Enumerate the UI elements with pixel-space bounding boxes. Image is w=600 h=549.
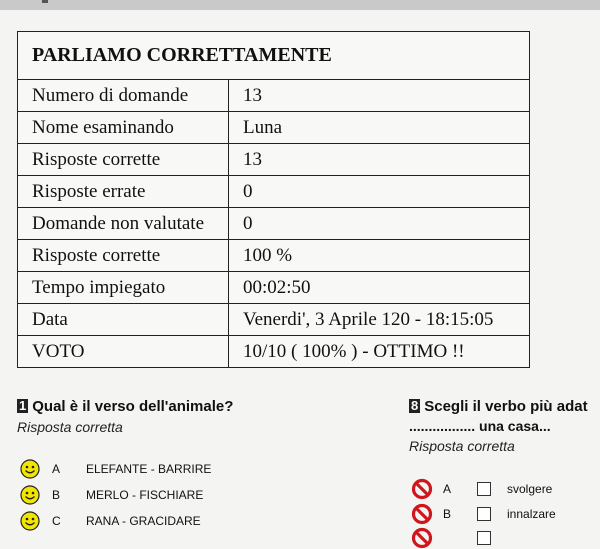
answer-letter: A: [52, 462, 61, 476]
answer-text: innalzare: [507, 507, 556, 521]
row-value: Venerdi', 3 Aprile 120 - 18:15:05: [229, 304, 530, 336]
row-label: Risposte corrette: [18, 240, 229, 272]
row-value: 13: [229, 80, 530, 112]
answer-checkbox[interactable]: [477, 507, 491, 521]
row-label: Domande non valutate: [18, 208, 229, 240]
results-row: [18, 304, 530, 336]
answer-text: RANA - GRACIDARE: [86, 514, 201, 528]
row-value: 100 %: [229, 240, 530, 272]
question-8-title-line: [409, 398, 600, 415]
results-row: [18, 208, 530, 240]
row-label: Risposte corrette: [18, 144, 229, 176]
answer-letter: B: [443, 507, 452, 521]
row-label: Data: [18, 304, 229, 336]
results-row: [18, 80, 530, 112]
question-1-title-line: [17, 398, 317, 415]
question-prompt: ................. una casa...: [409, 418, 551, 434]
question-title: Qual è il verso dell'animale?: [32, 398, 234, 415]
answer-status: Risposta corretta: [17, 419, 123, 435]
answer-text: ELEFANTE - BARRIRE: [86, 462, 212, 476]
answer-status: Risposta corretta: [409, 438, 515, 454]
answer-text: MERLO - FISCHIARE: [86, 488, 204, 502]
row-value: 10/10 ( 100% ) - OTTIMO !!: [229, 336, 530, 368]
answer-letter: A: [443, 482, 452, 496]
question-1: [17, 398, 317, 435]
smiley-icon: [20, 485, 40, 505]
answer-text: svolgere: [507, 482, 553, 496]
results-row: [18, 112, 530, 144]
results-title-row: [18, 32, 530, 80]
results-row: [18, 176, 530, 208]
row-label: VOTO: [18, 336, 229, 368]
question-number: 8: [411, 398, 419, 413]
top-bar: [0, 0, 600, 10]
row-label: Nome esaminando: [18, 112, 229, 144]
no-entry-icon: [411, 527, 433, 549]
question-title: Scegli il verbo più adat: [424, 398, 588, 415]
row-label: Risposte errate: [18, 176, 229, 208]
results-row: [18, 240, 530, 272]
top-bar-mark: [42, 0, 48, 3]
answer-option: [411, 478, 552, 500]
answer-option: [20, 510, 201, 532]
answer-checkbox[interactable]: [477, 531, 491, 545]
results-title: PARLIAMO CORRETTAMENTE: [18, 32, 530, 80]
row-label: Tempo impiegato: [18, 272, 229, 304]
row-value: 13: [229, 144, 530, 176]
results-row: [18, 144, 530, 176]
answer-option: [20, 484, 203, 506]
smiley-icon: [20, 511, 40, 531]
row-value: Luna: [229, 112, 530, 144]
no-entry-icon: [411, 478, 433, 500]
row-value: 0: [229, 176, 530, 208]
no-entry-icon: [411, 503, 433, 525]
results-row: [18, 272, 530, 304]
results-table: [17, 31, 530, 368]
row-value: 0: [229, 208, 530, 240]
answer-checkbox[interactable]: [477, 482, 491, 496]
answer-option: [411, 503, 556, 525]
question-8: [409, 398, 600, 454]
answer-letter: B: [52, 488, 61, 502]
answer-option-partial: [411, 527, 507, 549]
question-number: 1: [19, 398, 27, 413]
answer-option: [20, 458, 211, 480]
answer-letter: C: [52, 514, 61, 528]
row-value: 00:02:50: [229, 272, 530, 304]
results-row: [18, 336, 530, 368]
row-label: Numero di domande: [18, 80, 229, 112]
smiley-icon: [20, 459, 40, 479]
